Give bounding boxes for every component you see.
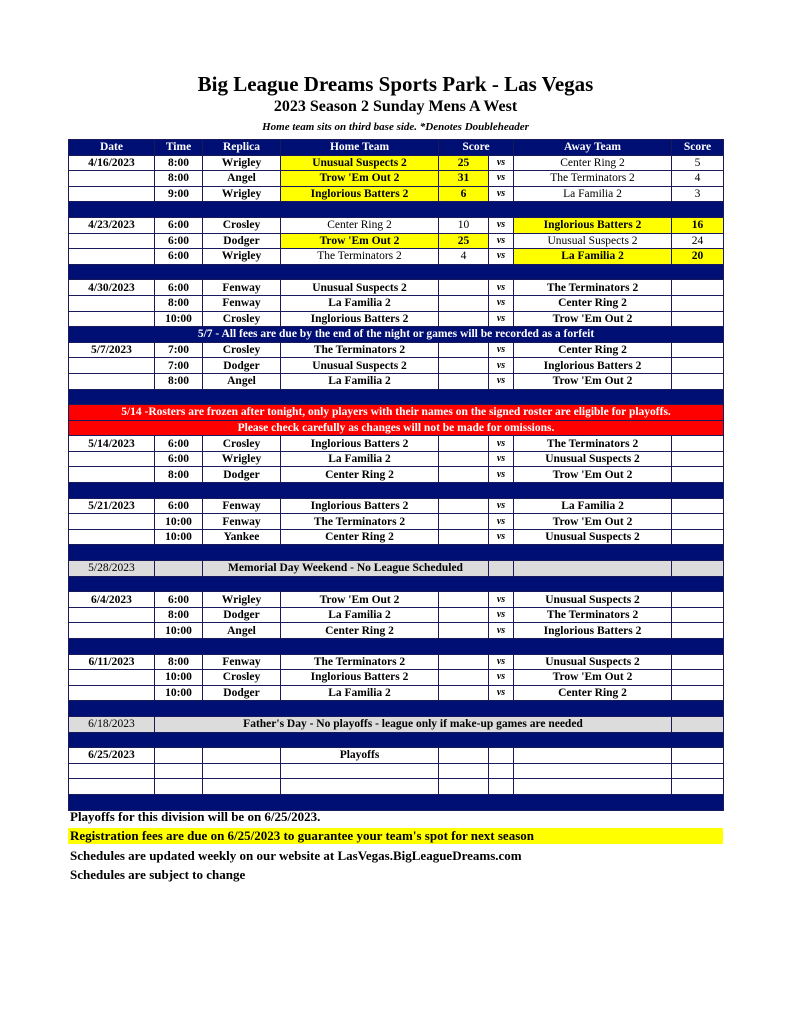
away-score-cell xyxy=(672,311,724,327)
date-cell xyxy=(69,623,155,639)
vs-cell: vs xyxy=(489,451,514,467)
vs-cell: vs xyxy=(489,280,514,296)
no-league-row xyxy=(69,716,724,732)
replica-cell: Fenway xyxy=(203,280,281,296)
col-date: Date xyxy=(69,140,155,156)
vs-cell: vs xyxy=(489,373,514,389)
home-team-cell: La Familia 2 xyxy=(281,685,439,701)
date-cell: 4/16/2023 xyxy=(69,155,155,171)
vs-cell: vs xyxy=(489,467,514,483)
away-team-cell: La Familia 2 xyxy=(514,498,672,514)
time-cell xyxy=(155,561,203,577)
home-team-cell: Unusual Suspects 2 xyxy=(281,155,439,171)
game-row xyxy=(69,451,724,467)
away-score-cell xyxy=(672,451,724,467)
game-row xyxy=(69,670,724,686)
home-score-cell xyxy=(439,607,489,623)
home-team-cell: Center Ring 2 xyxy=(281,529,439,545)
game-row xyxy=(69,342,724,358)
home-team-cell: La Familia 2 xyxy=(281,373,439,389)
vs-cell: vs xyxy=(489,186,514,202)
week-divider xyxy=(69,576,724,592)
date-cell xyxy=(69,249,155,265)
away-score-cell xyxy=(672,373,724,389)
vs-cell: vs xyxy=(489,654,514,670)
home-team-cell: Trow 'Em Out 2 xyxy=(281,171,439,187)
away-team-cell: Unusual Suspects 2 xyxy=(514,529,672,545)
footer-registration-note: Registration fees are due on 6/25/2023 to guarantee your team's spot for next season xyxy=(68,828,723,844)
away-score-cell: 4 xyxy=(672,171,724,187)
roster-banner-line2: Please check carefully as changes will not be made for omissions. xyxy=(69,420,724,436)
away-score-cell xyxy=(672,467,724,483)
away-score-cell xyxy=(672,561,724,577)
replica-cell: Dodger xyxy=(203,467,281,483)
replica-cell: Wrigley xyxy=(203,249,281,265)
footer-playoffs-note: Playoffs for this division will be on 6/25/2023. xyxy=(70,809,321,824)
away-team-cell: The Terminators 2 xyxy=(514,171,672,187)
time-cell: 7:00 xyxy=(155,358,203,374)
away-score-cell xyxy=(672,529,724,545)
home-team-cell: Inglorious Batters 2 xyxy=(281,311,439,327)
home-score-cell xyxy=(439,592,489,608)
away-team-cell: Trow 'Em Out 2 xyxy=(514,514,672,530)
vs-cell: vs xyxy=(489,217,514,233)
home-score-cell xyxy=(439,670,489,686)
away-score-cell: 20 xyxy=(672,249,724,265)
game-row xyxy=(69,654,724,670)
replica-cell: Wrigley xyxy=(203,451,281,467)
away-score-cell xyxy=(672,685,724,701)
page-title: Big League Dreams Sports Park - Las Vegas xyxy=(197,72,594,96)
vs-cell: vs xyxy=(489,155,514,171)
date-cell xyxy=(69,670,155,686)
no-league-note: Memorial Day Weekend - No League Scheduled xyxy=(203,561,489,577)
date-cell xyxy=(69,451,155,467)
home-team-cell: The Terminators 2 xyxy=(281,342,439,358)
col-home-score: Score xyxy=(439,140,514,156)
away-team-cell: La Familia 2 xyxy=(514,186,672,202)
week-divider xyxy=(69,545,724,561)
game-row xyxy=(69,295,724,311)
game-row xyxy=(69,514,724,530)
home-score-cell xyxy=(439,623,489,639)
fees-banner xyxy=(69,327,724,343)
replica-cell: Angel xyxy=(203,623,281,639)
time-cell: 6:00 xyxy=(155,592,203,608)
roster-banner-row xyxy=(69,420,724,436)
time-cell: 10:00 xyxy=(155,311,203,327)
game-row xyxy=(69,373,724,389)
away-score-cell xyxy=(672,670,724,686)
game-row xyxy=(69,249,724,265)
home-team-cell: Inglorious Batters 2 xyxy=(281,186,439,202)
away-score-cell xyxy=(672,748,724,764)
time-cell: 6:00 xyxy=(155,280,203,296)
replica-cell: Crosley xyxy=(203,436,281,452)
home-score-cell: 4 xyxy=(439,249,489,265)
away-score-cell xyxy=(672,623,724,639)
away-score-cell: 5 xyxy=(672,155,724,171)
home-team-cell: The Terminators 2 xyxy=(281,249,439,265)
away-team-cell: The Terminators 2 xyxy=(514,607,672,623)
game-row xyxy=(69,280,724,296)
home-score-cell xyxy=(439,358,489,374)
home-score-cell xyxy=(439,514,489,530)
game-row xyxy=(69,592,724,608)
date-cell xyxy=(69,358,155,374)
game-row xyxy=(69,358,724,374)
time-cell: 10:00 xyxy=(155,670,203,686)
home-team-cell: Unusual Suspects 2 xyxy=(281,280,439,296)
date-cell xyxy=(69,529,155,545)
game-row xyxy=(69,171,724,187)
time-cell xyxy=(155,748,203,764)
date-cell xyxy=(69,295,155,311)
week-divider xyxy=(69,639,724,655)
empty-row xyxy=(69,779,724,795)
time-cell: 8:00 xyxy=(155,295,203,311)
away-score-cell xyxy=(672,654,724,670)
footer-change-note: Schedules are subject to change xyxy=(70,867,246,882)
home-score-cell: 31 xyxy=(439,171,489,187)
date-cell xyxy=(69,311,155,327)
home-score-cell xyxy=(439,373,489,389)
game-row xyxy=(69,186,724,202)
home-score-cell: 25 xyxy=(439,155,489,171)
away-score-cell: 16 xyxy=(672,217,724,233)
vs-cell: vs xyxy=(489,498,514,514)
playoffs-row xyxy=(69,748,724,764)
date-cell: 6/11/2023 xyxy=(69,654,155,670)
replica-cell: Angel xyxy=(203,373,281,389)
game-row xyxy=(69,311,724,327)
replica-cell: Fenway xyxy=(203,295,281,311)
week-divider xyxy=(69,389,724,405)
time-cell: 8:00 xyxy=(155,171,203,187)
header-note: Home team sits on third base side. *Denotes Doubleheader xyxy=(262,121,529,133)
vs-cell: vs xyxy=(489,607,514,623)
time-cell: 6:00 xyxy=(155,233,203,249)
game-row xyxy=(69,155,724,171)
replica-cell: Dodger xyxy=(203,233,281,249)
time-cell: 10:00 xyxy=(155,623,203,639)
away-score-cell xyxy=(672,358,724,374)
time-cell: 10:00 xyxy=(155,529,203,545)
vs-cell: vs xyxy=(489,342,514,358)
home-team-cell: Trow 'Em Out 2 xyxy=(281,233,439,249)
home-team-cell: Center Ring 2 xyxy=(281,217,439,233)
away-team-cell xyxy=(514,748,672,764)
away-score-cell xyxy=(672,498,724,514)
home-score-cell xyxy=(439,280,489,296)
time-cell: 6:00 xyxy=(155,436,203,452)
away-team-cell: Unusual Suspects 2 xyxy=(514,592,672,608)
col-time: Time xyxy=(155,140,203,156)
replica-cell: Angel xyxy=(203,171,281,187)
time-cell: 6:00 xyxy=(155,498,203,514)
away-team-cell: Trow 'Em Out 2 xyxy=(514,373,672,389)
away-score-cell: 3 xyxy=(672,186,724,202)
time-cell: 10:00 xyxy=(155,514,203,530)
replica-cell: Crosley xyxy=(203,311,281,327)
week-divider xyxy=(69,483,724,499)
away-score-cell xyxy=(672,295,724,311)
home-score-cell xyxy=(439,436,489,452)
away-team-cell: Center Ring 2 xyxy=(514,342,672,358)
away-team-cell: La Familia 2 xyxy=(514,249,672,265)
replica-cell: Crosley xyxy=(203,670,281,686)
replica-cell: Wrigley xyxy=(203,155,281,171)
col-home-team: Home Team xyxy=(281,140,439,156)
date-cell: 5/28/2023 xyxy=(69,561,155,577)
away-score-cell xyxy=(672,280,724,296)
game-row xyxy=(69,467,724,483)
away-team-cell: Center Ring 2 xyxy=(514,295,672,311)
date-cell: 6/25/2023 xyxy=(69,748,155,764)
replica-cell: Fenway xyxy=(203,514,281,530)
away-team-cell: The Terminators 2 xyxy=(514,280,672,296)
home-team-cell: Unusual Suspects 2 xyxy=(281,358,439,374)
week-divider xyxy=(69,264,724,280)
game-row xyxy=(69,217,724,233)
game-row xyxy=(69,623,724,639)
col-away-score: Score xyxy=(672,140,724,156)
date-cell: 5/7/2023 xyxy=(69,342,155,358)
week-divider xyxy=(69,794,724,810)
date-cell xyxy=(69,607,155,623)
home-team-cell: Trow 'Em Out 2 xyxy=(281,592,439,608)
home-score-cell xyxy=(439,311,489,327)
date-cell xyxy=(69,171,155,187)
home-score-cell: 10 xyxy=(439,217,489,233)
week-divider xyxy=(69,202,724,218)
time-cell: 6:00 xyxy=(155,217,203,233)
date-cell: 5/14/2023 xyxy=(69,436,155,452)
home-team-cell: La Familia 2 xyxy=(281,451,439,467)
vs-cell: vs xyxy=(489,249,514,265)
away-team-cell: Center Ring 2 xyxy=(514,155,672,171)
home-score-cell xyxy=(439,654,489,670)
no-league-row xyxy=(69,561,724,577)
date-cell: 6/18/2023 xyxy=(69,716,155,732)
away-team-cell xyxy=(514,561,672,577)
date-cell xyxy=(69,233,155,249)
home-score-cell xyxy=(439,498,489,514)
home-score-cell xyxy=(439,529,489,545)
game-row xyxy=(69,529,724,545)
home-team-cell: Center Ring 2 xyxy=(281,467,439,483)
vs-cell: vs xyxy=(489,295,514,311)
home-score-cell xyxy=(439,685,489,701)
header-row xyxy=(69,140,724,156)
away-team-cell: Inglorious Batters 2 xyxy=(514,217,672,233)
home-team-cell: Inglorious Batters 2 xyxy=(281,436,439,452)
time-cell: 8:00 xyxy=(155,155,203,171)
game-row xyxy=(69,436,724,452)
roster-banner-line1: 5/14 -Rosters are frozen after tonight, only players with their names on the signed roster are eligible for playoffs. xyxy=(69,405,724,421)
away-team-cell: Trow 'Em Out 2 xyxy=(514,467,672,483)
away-score-cell xyxy=(672,342,724,358)
home-score-cell xyxy=(439,451,489,467)
away-team-cell: Inglorious Batters 2 xyxy=(514,623,672,639)
vs-cell: vs xyxy=(489,623,514,639)
no-league-note: Father's Day - No playoffs - league only if make-up games are needed xyxy=(155,716,672,732)
date-cell xyxy=(69,514,155,530)
replica-cell: Dodger xyxy=(203,685,281,701)
home-team-cell: Inglorious Batters 2 xyxy=(281,670,439,686)
home-score-cell xyxy=(439,467,489,483)
replica-cell: Wrigley xyxy=(203,592,281,608)
time-cell: 6:00 xyxy=(155,249,203,265)
week-divider xyxy=(69,732,724,748)
home-team-cell: La Familia 2 xyxy=(281,295,439,311)
time-cell: 8:00 xyxy=(155,607,203,623)
away-score-cell: 24 xyxy=(672,233,724,249)
home-team-cell: Inglorious Batters 2 xyxy=(281,498,439,514)
vs-cell xyxy=(489,748,514,764)
empty-row xyxy=(69,763,724,779)
home-team-cell: The Terminators 2 xyxy=(281,654,439,670)
away-team-cell: Unusual Suspects 2 xyxy=(514,451,672,467)
time-cell: 8:00 xyxy=(155,654,203,670)
home-score-cell xyxy=(439,342,489,358)
home-team-cell: La Familia 2 xyxy=(281,607,439,623)
home-team-cell: The Terminators 2 xyxy=(281,514,439,530)
time-cell: 6:00 xyxy=(155,451,203,467)
vs-cell: vs xyxy=(489,233,514,249)
away-team-cell: Unusual Suspects 2 xyxy=(514,233,672,249)
date-cell: 6/4/2023 xyxy=(69,592,155,608)
replica-cell xyxy=(203,748,281,764)
away-score-cell xyxy=(672,514,724,530)
replica-cell: Wrigley xyxy=(203,186,281,202)
playoffs-label: Playoffs xyxy=(281,748,439,764)
date-cell: 5/21/2023 xyxy=(69,498,155,514)
time-cell: 10:00 xyxy=(155,685,203,701)
home-score-cell: 25 xyxy=(439,233,489,249)
footer-website-note: Schedules are updated weekly on our website at LasVegas.BigLeagueDreams.com xyxy=(70,848,522,863)
game-row xyxy=(69,498,724,514)
home-score-cell xyxy=(439,748,489,764)
away-team-cell: Trow 'Em Out 2 xyxy=(514,670,672,686)
home-score-cell xyxy=(439,295,489,311)
game-row xyxy=(69,233,724,249)
date-cell: 4/30/2023 xyxy=(69,280,155,296)
away-team-cell: Inglorious Batters 2 xyxy=(514,358,672,374)
away-score-cell xyxy=(672,716,724,732)
away-score-cell xyxy=(672,607,724,623)
col-replica: Replica xyxy=(203,140,281,156)
date-cell xyxy=(69,467,155,483)
time-cell: 7:00 xyxy=(155,342,203,358)
vs-cell: vs xyxy=(489,592,514,608)
roster-banner-row xyxy=(69,405,724,421)
away-score-cell xyxy=(672,436,724,452)
replica-cell: Crosley xyxy=(203,342,281,358)
vs-cell: vs xyxy=(489,436,514,452)
date-cell: 4/23/2023 xyxy=(69,217,155,233)
time-cell: 8:00 xyxy=(155,467,203,483)
vs-cell: vs xyxy=(489,670,514,686)
page-subtitle: 2023 Season 2 Sunday Mens A West xyxy=(273,98,518,115)
col-away-team: Away Team xyxy=(514,140,672,156)
game-row xyxy=(69,685,724,701)
home-score-cell: 6 xyxy=(439,186,489,202)
away-team-cell: The Terminators 2 xyxy=(514,436,672,452)
replica-cell: Fenway xyxy=(203,654,281,670)
vs-cell: vs xyxy=(489,358,514,374)
away-score-cell xyxy=(672,592,724,608)
time-cell: 9:00 xyxy=(155,186,203,202)
away-team-cell: Center Ring 2 xyxy=(514,685,672,701)
vs-cell: vs xyxy=(489,529,514,545)
time-cell: 8:00 xyxy=(155,373,203,389)
vs-cell: vs xyxy=(489,514,514,530)
week-divider xyxy=(69,701,724,717)
vs-cell: vs xyxy=(489,311,514,327)
replica-cell: Dodger xyxy=(203,607,281,623)
date-cell xyxy=(69,685,155,701)
replica-cell: Crosley xyxy=(203,217,281,233)
vs-cell: vs xyxy=(489,171,514,187)
vs-cell: vs xyxy=(489,685,514,701)
home-team-cell: Center Ring 2 xyxy=(281,623,439,639)
date-cell xyxy=(69,373,155,389)
game-row xyxy=(69,607,724,623)
away-team-cell: Unusual Suspects 2 xyxy=(514,654,672,670)
replica-cell: Dodger xyxy=(203,358,281,374)
date-cell xyxy=(69,186,155,202)
away-team-cell: Trow 'Em Out 2 xyxy=(514,311,672,327)
replica-cell: Fenway xyxy=(203,498,281,514)
fees-banner-text: 5/7 - All fees are due by the end of the night or games will be recorded as a forfeit xyxy=(69,327,724,343)
replica-cell: Yankee xyxy=(203,529,281,545)
schedule-table xyxy=(68,139,724,811)
vs-cell xyxy=(489,561,514,577)
